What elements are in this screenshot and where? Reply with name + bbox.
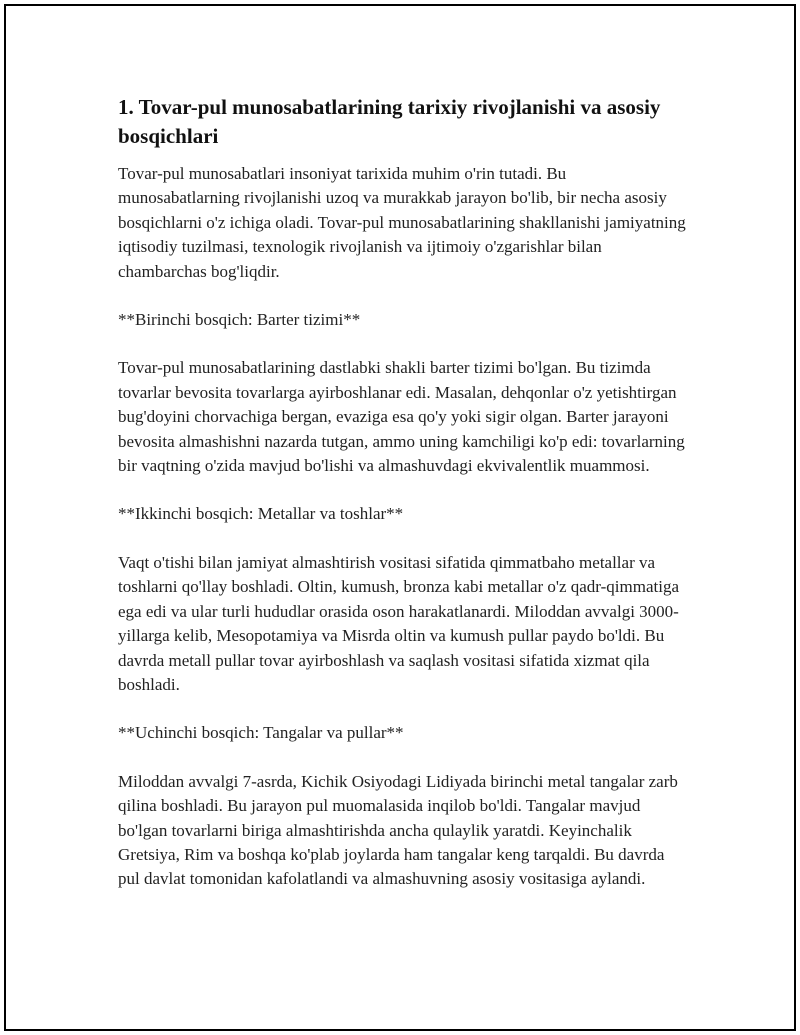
intro-paragraph: Tovar-pul munosabatlari insoniyat tarixida muhim o'rin tutadi. Bu munosabatlarning rivojlanishi uzoq va murakkab jarayon bo'lib, bir necha asosiy bosqichlarni o'z ichiga oladi. Tovar-pul munosabatlarining shakllanishi jamiyatning iqtisodiy tuzilmasi, texnologik rivojlanish va ijtimoiy o'zgarishlar bilan chambarchas bog'liqdir.	[118, 164, 686, 281]
stage-2-heading: **Ikkinchi bosqich: Metallar va toshlar**	[118, 504, 404, 524]
document-body	[118, 93, 688, 892]
stage-1-paragraph: Tovar-pul munosabatlarining dastlabki shakli barter tizimi bo'lgan. Bu tizimda tovarlar bevosita tovarlarga ayirboshlanar edi. Masalan, dehqonlar o'z yetishtirgan bug'doyini chorvachiga bergan, evaziga esa qo'y yoki sigir olgan. Barter jarayoni bevosita almashishni nazarda tutgan, ammo uning kamchiligi ko'p edi: tovarlarning bir vaqtning o'zida mavjud bo'lishi va almashuvdagi ekvivalentlik muammosi.	[118, 358, 685, 476]
stage-2-paragraph: Vaqt o'tishi bilan jamiyat almashtirish vositasi sifatida qimmatbaho metallar va toshlarni qo'llay boshladi. Oltin, kumush, bronza kabi metallar o'z qadr-qimmatiga ega edi va ular turli hududlar orasida oson harakatlanardi. Miloddan avvalgi 3000-yillarga kelib, Mesopotamiya va Misrda oltin va kumush pullar paydo bo'ldi. Bu davrda metall pullar tovar ayirboshlash va saqlash vositasi sifatida xizmat qila boshladi.	[118, 552, 679, 694]
section-title: 1. Tovar-pul munosabatlarining tarixiy rivojlanishi va asosiy bosqichlari	[118, 95, 661, 148]
stage-3-heading: **Uchinchi bosqich: Tangalar va pullar**	[118, 723, 404, 743]
stage-1-heading: **Birinchi bosqich: Barter tizimi**	[118, 310, 361, 330]
stage-3-paragraph: Miloddan avvalgi 7-asrda, Kichik Osiyodagi Lidiyada birinchi metal tangalar zarb qilina boshladi. Bu jarayon pul muomalasida inqilob bo'ldi. Tangalar mavjud bo'lgan tovarlarni biriga almashtirishda ancha qulaylik yaratdi. Keyinchalik Gretsiya, Rim va boshqa ko'plab joylarda ham tangalar keng tarqaldi. Bu davrda pul davlat tomonidan kafolatlandi va almashuvning asosiy vositasiga aylandi.	[118, 771, 678, 889]
